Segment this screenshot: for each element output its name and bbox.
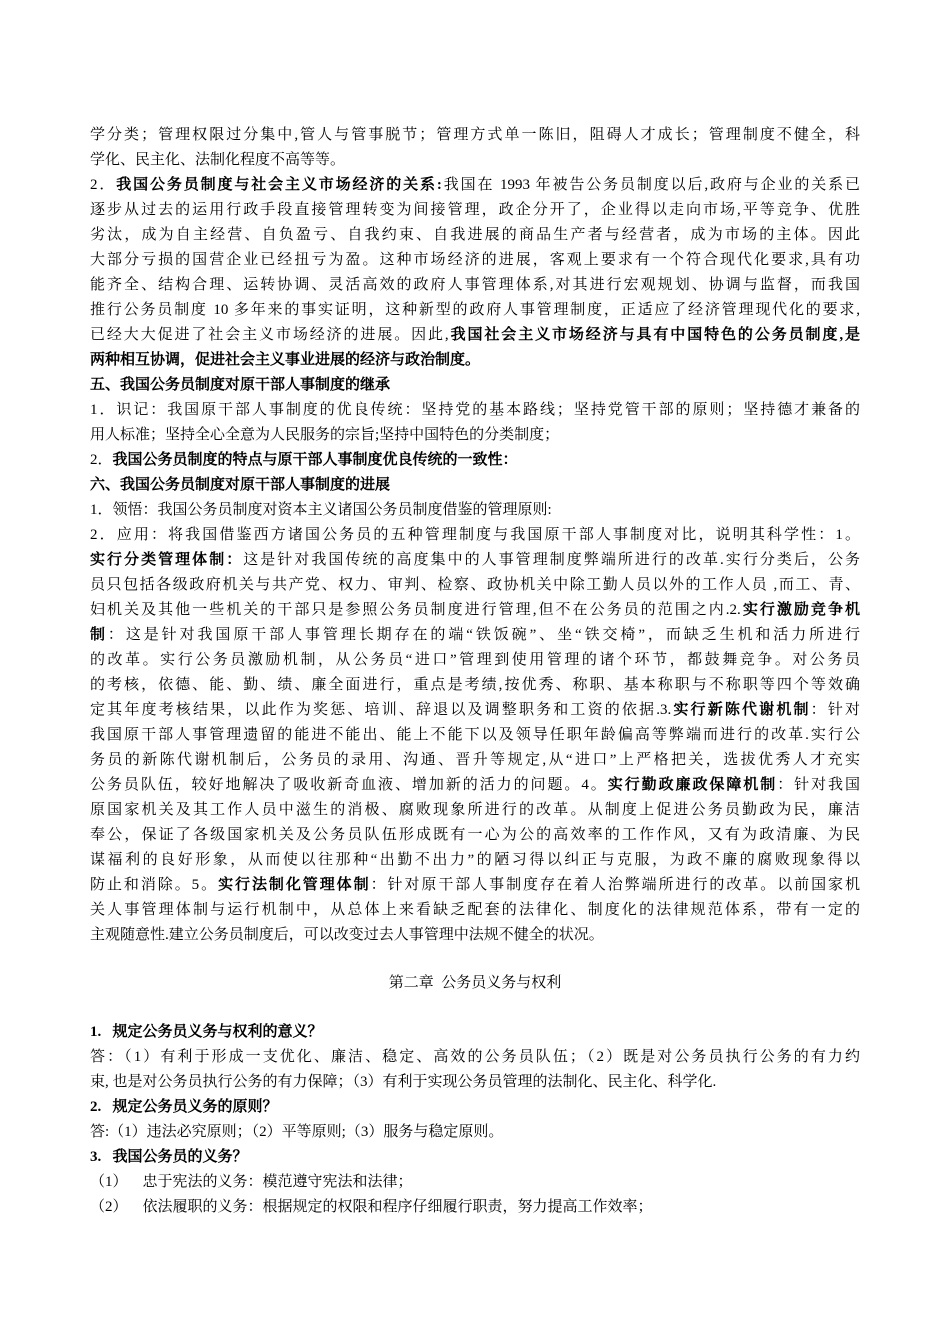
text-run: 1．识记：我国原干部人事制度的优良传统：坚持党的基本路线；坚持党管干部的原则；坚持德才兼备的 [90,402,860,418]
text-run: 束, 也是对公务员执行公务的有力保障；（3）有利于实现公务员管理的法制化、民主化、科学化. [90,1074,717,1090]
answer-significance [90,1045,860,1095]
bold-text-run: 制 [90,627,108,643]
text-run: 我国在 1993 年被告公务员制度以后,政府与企业的关系已 [441,177,860,193]
text-line [90,373,860,398]
bold-text-run: 实行分类管理体制： [90,552,244,568]
text-line [90,423,860,448]
paragraph-five-systems-comparison [90,523,860,948]
text-line [90,1120,860,1145]
text-line [90,873,860,898]
text-line [90,473,860,498]
text-run: 能齐全、结构合理、运转协调、灵活高效的政府人事管理体系,对其进行宏观规划、协调与监督，而我国 [90,277,860,293]
text-line [90,748,860,773]
text-line [90,448,860,473]
text-run: 学分类；管理权限过分集中,管人与管事脱节；管理方式单一陈旧，阻碍人才成长；管理制度不健全，科 [90,127,860,143]
paragraph-borrowed-principles [90,498,860,523]
chapter-one-continuation [90,123,860,948]
paragraph-management-drawbacks [90,123,860,173]
bold-text-run: 1. 规定公务员义务与权利的意义？ [90,1024,323,1040]
text-run: ：针对 [810,702,860,718]
bold-text-run: 我国公务员制度的特点与原干部人事制度优良传统的一致性： [112,452,518,468]
text-line [90,248,860,273]
text-line [90,698,860,723]
text-run: 奉公，保证了各级国家机关及公务员队伍形成既有一心为公的高效率的工作作风，又有为政清廉、为民 [90,827,860,843]
bold-text-run: 实行激励竞争机 [740,602,860,618]
text-line [90,573,860,598]
text-line [90,173,860,198]
text-line [90,1145,860,1170]
bold-text-run: 实行新陈代谢机制 [671,702,811,718]
text-run: 防止和消除。5。 [90,877,219,893]
text-line [90,623,860,648]
text-line [90,1170,860,1195]
text-run: 推行公务员制度 10 多年来的事实证明，这种新型的政府人事管理制度，正适应了经济管理现代化的要求, [90,302,860,318]
section-heading-five [90,373,860,398]
text-run: 1．领悟：我国公务员制度对资本主义诸国公务员制度借鉴的管理原则: [90,502,552,518]
text-line [90,673,860,698]
text-line [90,298,860,323]
text-run: 2． [90,177,117,193]
text-line [90,1095,860,1120]
text-line [90,723,860,748]
text-run: 学化、民主化、法制化程度不高等等。 [90,152,346,168]
text-line [90,198,860,223]
text-line [90,898,860,923]
text-line [90,498,860,523]
bold-text-run: 五、我国公务员制度对原干部人事制度的继承 [90,377,391,393]
text-run: 关人事管理体制与运行机制中，从总体上来看缺乏配套的法律化、制度化的法律规范体系，带有一定的 [90,902,860,918]
text-line [90,798,860,823]
text-line [90,1020,860,1045]
text-line [90,223,860,248]
text-line [90,1195,860,1220]
text-run: 的改革。实行公务员激励机制，从公务员“进口”管理到使用管理的诸个环节，都鼓舞竞争。对公务员 [90,652,860,668]
text-line [90,323,860,348]
paragraph-consistency [90,448,860,473]
text-line [90,923,860,948]
bold-text-run: 3. 我国公务员的义务？ [90,1149,248,1165]
text-line [90,398,860,423]
question-principles [90,1095,860,1120]
section-heading-six [90,473,860,498]
text-run: 务员的新陈代谢机制后，公务员的录用、沟通、晋升等规定,从“进口”上严格把关，选拔优秀人才充实 [90,752,860,768]
bold-text-run: 两种相互协调，促进社会主义事业进展的经济与政治制度。 [90,352,481,368]
text-run: 的考核，依德、能、勤、绩、廉全面进行，重点是考绩,按优秀、称职、基本称职与不称职等四个等效确 [90,677,860,693]
text-line [90,598,860,623]
chapter-two-body [90,1020,860,1220]
text-run: 已经大大促进了社会主义市场经济的进展。因此, [90,327,449,343]
text-line [90,523,860,548]
document-page [90,123,860,1220]
text-run: 用人标准；坚持全心全意为人民服务的宗旨;坚持中国特色的分类制度； [90,427,560,443]
text-run: 2． [90,452,113,468]
text-run: 2．应用：将我国借鉴西方诸国公务员的五种管理制度与我国原干部人事制度对比，说明其科学性：1。 [90,527,860,543]
text-run: 原国家机关及其工作人员中滋生的消极、腐败现象所进行的改革。从制度上促进公务员勤政为民，廉洁 [90,802,860,818]
text-run: 定其年度考核结果，以此作为奖惩、培训、辞退以及调整职务和工资的依据.3. [90,702,672,718]
text-line [90,273,860,298]
text-run: ：这是针对我国原干部人事管理长期存在的端“铁饭碗”、坐“铁交椅”，而缺乏生机和活力所进行 [107,627,860,643]
bold-text-run: 六、我国公务员制度对原干部人事制度的进展 [90,477,391,493]
question-significance [90,1020,860,1045]
text-run: （1） 忠于宪法的义务：模范遵守宪法和法律； [90,1174,413,1190]
text-line [90,823,860,848]
question-obligations [90,1145,860,1170]
text-run: 劣汰，成为自主经营、自负盈亏、自我约束、自我进展的商品生产者与经营者，成为市场的主体。因此 [90,227,860,243]
chapter-title: 第二章 公务员义务与权利 [388,975,562,991]
bold-text-run: 2. 规定公务员义务的原则？ [90,1099,278,1115]
text-run: 答:（1）违法必究原则；（2）平等原则;（3）服务与稳定原则。 [90,1124,504,1140]
text-line [90,773,860,798]
text-run: ：针对原干部人事制度存在着人治弊端所进行的改革。以前国家机 [370,877,860,893]
text-run: 这是针对我国传统的高度集中的人事管理制度弊端所进行的改革.实行分类后，公务 [243,552,860,568]
bold-text-run: 实行勤政廉政保障机制 [607,777,778,793]
text-line [90,848,860,873]
text-run: 大部分亏损的国营企业已经扭亏为盈。这种市场经济的进展，客观上要求有一个符合现代化要求,具有功 [90,252,860,268]
text-line [90,348,860,373]
text-run: 谋福利的良好形象，从而使以往那种“出勤不出力”的陋习得以纠正与克服，为政不廉的腐败现象得以 [90,852,860,868]
text-line [90,548,860,573]
text-run: 妇机关及其他一些机关的干部只是参照公务员制度进行管理,但不在公务员的范围之内.2. [90,602,741,618]
text-line [90,1070,860,1095]
bold-text-run: 我国社会主义市场经济与具有中国特色的公务员制度,是 [448,327,860,343]
text-run: 逐步从过去的运用行政手段直接管理转变为间接管理，政企分开了，企业得以走向市场,平等竞争、优胜 [90,202,860,218]
text-run: ：针对我国 [777,777,860,793]
text-run: 答：（1）有利于形成一支优化、廉洁、稳定、高效的公务员队伍；（2）既是对公务员执行公务的有力约 [90,1049,860,1065]
text-run: （2） 依法履职的义务：根据规定的权限和程序仔细履行职责，努力提高工作效率； [90,1199,653,1215]
text-line [90,1045,860,1070]
paragraph-market-economy-relation [90,173,860,373]
text-line [90,648,860,673]
answer-principles [90,1120,860,1145]
text-run: 公务员队伍，较好地解决了吸收新奇血液、增加新的活力的问题。4。 [90,777,608,793]
bold-text-run: 我国公务员制度与社会主义市场经济的关系: [116,177,442,193]
text-run: 员只包括各级政府机关与共产党、权力、审判、检察、政协机关中除工勤人员以外的工作人员 ,而工、青、 [90,577,860,593]
bold-text-run: 实行法制化管理体制 [218,877,371,893]
obligation-item-2 [90,1195,860,1220]
obligation-item-1 [90,1170,860,1195]
text-line [90,123,860,148]
paragraph-fine-traditions [90,398,860,448]
text-run: 主观随意性.建立公务员制度后，可以改变过去人事管理中法规不健全的状况。 [90,927,604,943]
text-run: 我国原干部人事管理遗留的能进不能出、能上不能下以及领导任职年龄偏高等弊端而进行的改革.实行公 [90,727,860,743]
text-line [90,148,860,173]
